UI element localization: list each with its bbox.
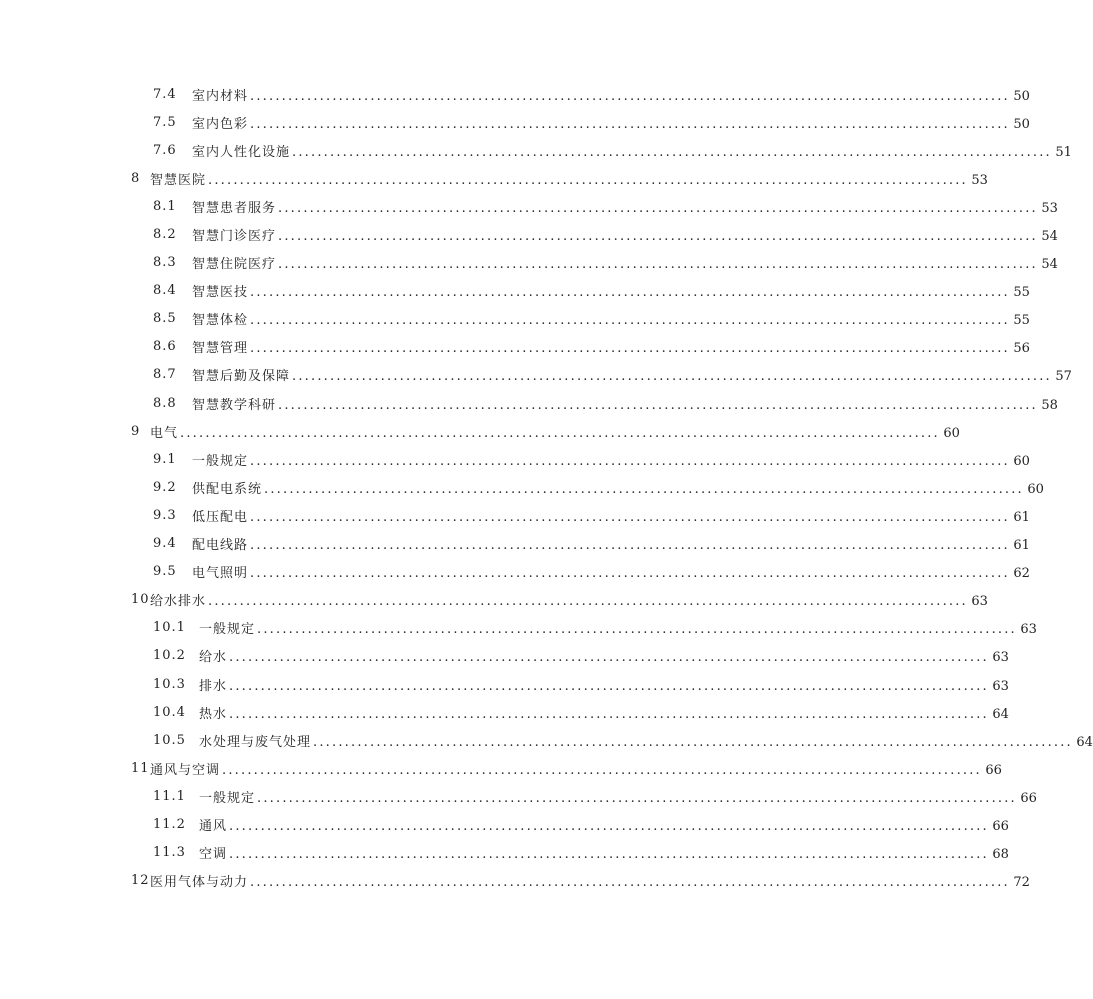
toc-entry-number: 9 [131, 423, 141, 439]
toc-entry-title: 智慧后勤及保障 [192, 369, 291, 385]
toc-entry-title: 一般规定 [199, 790, 256, 806]
toc-entry-page-number: 61 [1013, 509, 1030, 525]
toc-entry-line [199, 675, 1009, 694]
toc-entry-number: 10.4 [153, 704, 186, 720]
toc-entry-line [150, 169, 988, 188]
toc-entry-title: 智慧教学科研 [192, 397, 277, 413]
toc-entry-number: 7.6 [153, 142, 177, 158]
toc-entry-page-number: 60 [943, 425, 960, 441]
toc-entry-title: 配电线路 [192, 538, 249, 554]
toc-dot-leader: ........................................................................................................................ [250, 116, 1010, 132]
toc-section-entry[interactable] [0, 782, 1037, 810]
toc-section-entry[interactable] [0, 530, 1030, 558]
toc-entry-number: 10.5 [153, 732, 186, 748]
toc-entry-number: 9.3 [153, 507, 177, 523]
toc-dot-leader: ........................................................................................................................ [229, 818, 989, 834]
toc-entry-page-number: 53 [971, 172, 988, 188]
toc-entry-line [192, 478, 1044, 497]
toc-entry-number: 12 [131, 873, 150, 889]
toc-entry-title: 智慧医技 [192, 285, 249, 301]
toc-entry-line [192, 85, 1030, 104]
toc-section-entry[interactable] [0, 698, 1009, 726]
toc-section-entry[interactable] [0, 614, 1037, 642]
toc-entry-line [150, 759, 1002, 778]
toc-entry-title: 智慧管理 [192, 341, 249, 357]
toc-entry-line [192, 197, 1058, 216]
toc-section-entry[interactable] [0, 80, 1030, 108]
toc-entry-number: 8.8 [153, 395, 177, 411]
toc-entry-number: 11.2 [153, 816, 186, 832]
toc-entry-page-number: 51 [1055, 144, 1072, 160]
toc-dot-leader: ........................................................................................................................ [208, 594, 968, 610]
toc-entry-title: 室内色彩 [192, 116, 249, 132]
toc-dot-leader: ........................................................................................................................ [250, 285, 1010, 301]
toc-entry-page-number: 61 [1013, 538, 1030, 554]
toc-entry-title: 排水 [199, 678, 228, 694]
toc-dot-leader: ........................................................................................................................ [229, 650, 989, 666]
toc-dot-leader: ........................................................................................................................ [250, 453, 1010, 469]
toc-entry-title: 电气 [150, 425, 179, 441]
toc-entry-title: 室内材料 [192, 88, 249, 104]
toc-entry-line [199, 618, 1037, 638]
toc-dot-leader: ........................................................................................................................ [250, 875, 1010, 891]
toc-chapter-entry[interactable] [0, 164, 988, 192]
toc-entry-line [150, 590, 988, 610]
toc-section-entry[interactable] [0, 136, 1072, 164]
toc-section-entry[interactable] [0, 642, 1009, 670]
toc-entry-page-number: 66 [985, 762, 1002, 778]
toc-entry-number: 9.1 [153, 451, 177, 467]
toc-entry-line [199, 646, 1009, 666]
toc-entry-line [192, 365, 1072, 385]
toc-dot-leader: ........................................................................................................................ [278, 229, 1038, 245]
toc-entry-page-number: 64 [992, 706, 1009, 722]
toc-dot-leader: ........................................................................................................................ [313, 734, 1073, 750]
toc-dot-leader: ........................................................................................................................ [250, 88, 1010, 104]
toc-section-entry[interactable] [0, 726, 1093, 754]
toc-section-entry[interactable] [0, 108, 1030, 136]
toc-section-entry[interactable] [0, 558, 1030, 586]
toc-entry-number: 10 [131, 592, 150, 608]
toc-entry-line [192, 450, 1030, 469]
toc-entry-line [192, 309, 1030, 329]
toc-entry-number: 8.2 [153, 227, 177, 243]
toc-entry-title: 低压配电 [192, 509, 249, 525]
toc-dot-leader: ........................................................................................................................ [250, 509, 1010, 525]
toc-entry-title: 水处理与废气处理 [199, 734, 312, 750]
toc-dot-leader: ........................................................................................................................ [229, 706, 989, 722]
toc-chapter-entry[interactable] [0, 417, 960, 445]
toc-chapter-entry[interactable] [0, 586, 988, 614]
toc-entry-title: 电气照明 [192, 566, 249, 582]
toc-dot-leader: ........................................................................................................................ [292, 369, 1052, 385]
toc-entry-page-number: 62 [1013, 566, 1030, 582]
toc-entry-line [192, 506, 1030, 525]
toc-dot-leader: ........................................................................................................................ [250, 341, 1010, 357]
toc-entry-number: 8.4 [153, 283, 177, 299]
toc-entry-number: 8.3 [153, 255, 177, 271]
toc-entry-line [199, 787, 1037, 806]
toc-dot-leader: ........................................................................................................................ [257, 622, 1017, 638]
toc-dot-leader: ........................................................................................................................ [278, 397, 1038, 413]
toc-entry-page-number: 72 [1013, 875, 1030, 891]
toc-entry-number: 8.7 [153, 367, 177, 383]
toc-entry-line [192, 113, 1030, 132]
toc-entry-number: 7.4 [153, 86, 177, 102]
toc-section-entry[interactable] [0, 277, 1030, 305]
toc-dot-leader: ........................................................................................................................ [257, 790, 1017, 806]
toc-entry-line [192, 253, 1058, 273]
toc-chapter-entry[interactable] [0, 754, 1002, 782]
toc-entry-page-number: 50 [1013, 116, 1030, 132]
toc-entry-title: 给水 [199, 650, 228, 666]
toc-entry-number: 11.3 [153, 845, 186, 861]
toc-entry-page-number: 54 [1041, 229, 1058, 245]
toc-entry-number: 8.6 [153, 339, 177, 355]
toc-section-entry[interactable] [0, 445, 1030, 473]
toc-entry-page-number: 55 [1013, 285, 1030, 301]
toc-dot-leader: ........................................................................................................................ [222, 762, 982, 778]
toc-entry-line [192, 141, 1072, 160]
toc-section-entry[interactable] [0, 361, 1072, 389]
toc-entry-number: 10.3 [153, 676, 186, 692]
toc-section-entry[interactable] [0, 501, 1030, 529]
toc-entry-page-number: 55 [1013, 313, 1030, 329]
toc-dot-leader: ........................................................................................................................ [250, 538, 1010, 554]
toc-entry-title: 通风 [199, 818, 228, 834]
toc-entry-title: 通风与空调 [150, 762, 221, 778]
toc-entry-line [199, 703, 1009, 722]
toc-entry-page-number: 66 [1020, 790, 1037, 806]
toc-entry-title: 空调 [199, 847, 228, 863]
toc-entry-page-number: 63 [992, 650, 1009, 666]
toc-entry-number: 7.5 [153, 114, 177, 130]
toc-section-entry[interactable] [0, 839, 1009, 867]
toc-entry-line [199, 815, 1009, 834]
toc-dot-leader: ........................................................................................................................ [278, 257, 1038, 273]
toc-entry-page-number: 58 [1041, 397, 1058, 413]
toc-section-entry[interactable] [0, 670, 1009, 698]
toc-entry-line [150, 422, 960, 441]
toc-entry-page-number: 60 [1013, 453, 1030, 469]
toc-entry-title: 一般规定 [192, 453, 249, 469]
toc-entry-page-number: 68 [992, 847, 1009, 863]
toc-entry-line [192, 394, 1058, 413]
toc-dot-leader: ........................................................................................................................ [264, 481, 1024, 497]
toc-section-entry[interactable] [0, 333, 1030, 361]
toc-dot-leader: ........................................................................................................................ [278, 200, 1038, 216]
toc-entry-number: 8 [131, 170, 141, 186]
toc-section-entry[interactable] [0, 810, 1009, 838]
toc-dot-leader: ........................................................................................................................ [250, 566, 1010, 582]
toc-chapter-entry[interactable] [0, 867, 1030, 895]
toc-entry-page-number: 60 [1027, 481, 1044, 497]
toc-entry-page-number: 63 [1020, 622, 1037, 638]
toc-entry-line [192, 281, 1030, 301]
toc-entry-title: 给水排水 [150, 594, 207, 610]
toc-entry-page-number: 50 [1013, 88, 1030, 104]
toc-entry-title: 智慧医院 [150, 172, 207, 188]
toc-dot-leader: ........................................................................................................................ [229, 847, 989, 863]
toc-entry-number: 11.1 [153, 788, 186, 804]
toc-dot-leader: ........................................................................................................................ [208, 172, 968, 188]
toc-entry-number: 11 [131, 760, 150, 776]
toc-entry-line [192, 562, 1030, 582]
toc-section-entry[interactable] [0, 249, 1058, 277]
toc-entry-page-number: 53 [1041, 200, 1058, 216]
toc-entry-number: 8.1 [153, 198, 177, 214]
toc-entry-title: 智慧门诊医疗 [192, 229, 277, 245]
toc-entry-page-number: 56 [1013, 341, 1030, 357]
table-of-contents [0, 80, 1093, 895]
toc-entry-title: 智慧住院医疗 [192, 257, 277, 273]
toc-entry-number: 9.5 [153, 564, 177, 580]
toc-entry-page-number: 66 [992, 818, 1009, 834]
toc-entry-title: 智慧体检 [192, 313, 249, 329]
toc-entry-page-number: 54 [1041, 257, 1058, 273]
toc-section-entry[interactable] [0, 305, 1030, 333]
toc-entry-page-number: 57 [1055, 369, 1072, 385]
toc-entry-page-number: 63 [971, 594, 988, 610]
toc-entry-title: 一般规定 [199, 622, 256, 638]
toc-entry-line [192, 225, 1058, 245]
toc-entry-title: 智慧患者服务 [192, 200, 277, 216]
toc-entry-title: 供配电系统 [192, 481, 263, 497]
toc-entry-title: 室内人性化设施 [192, 144, 291, 160]
toc-entry-line [192, 337, 1030, 357]
toc-section-entry[interactable] [0, 192, 1058, 220]
toc-section-entry[interactable] [0, 220, 1058, 248]
toc-entry-page-number: 64 [1076, 734, 1093, 750]
toc-entry-line [150, 871, 1030, 891]
toc-entry-line [199, 843, 1009, 863]
toc-entry-page-number: 63 [992, 678, 1009, 694]
toc-entry-line [192, 534, 1030, 554]
toc-entry-number: 9.2 [153, 479, 177, 495]
toc-entry-title: 热水 [199, 706, 228, 722]
toc-entry-number: 9.4 [153, 536, 177, 552]
toc-entry-title: 医用气体与动力 [150, 875, 249, 891]
toc-entry-number: 10.2 [153, 648, 186, 664]
toc-entry-line [199, 731, 1093, 750]
toc-dot-leader: ........................................................................................................................ [180, 425, 940, 441]
toc-dot-leader: ........................................................................................................................ [292, 144, 1052, 160]
toc-dot-leader: ........................................................................................................................ [229, 678, 989, 694]
toc-section-entry[interactable] [0, 389, 1058, 417]
toc-dot-leader: ........................................................................................................................ [250, 313, 1010, 329]
toc-entry-number: 10.1 [153, 620, 186, 636]
toc-section-entry[interactable] [0, 473, 1044, 501]
toc-entry-number: 8.5 [153, 311, 177, 327]
